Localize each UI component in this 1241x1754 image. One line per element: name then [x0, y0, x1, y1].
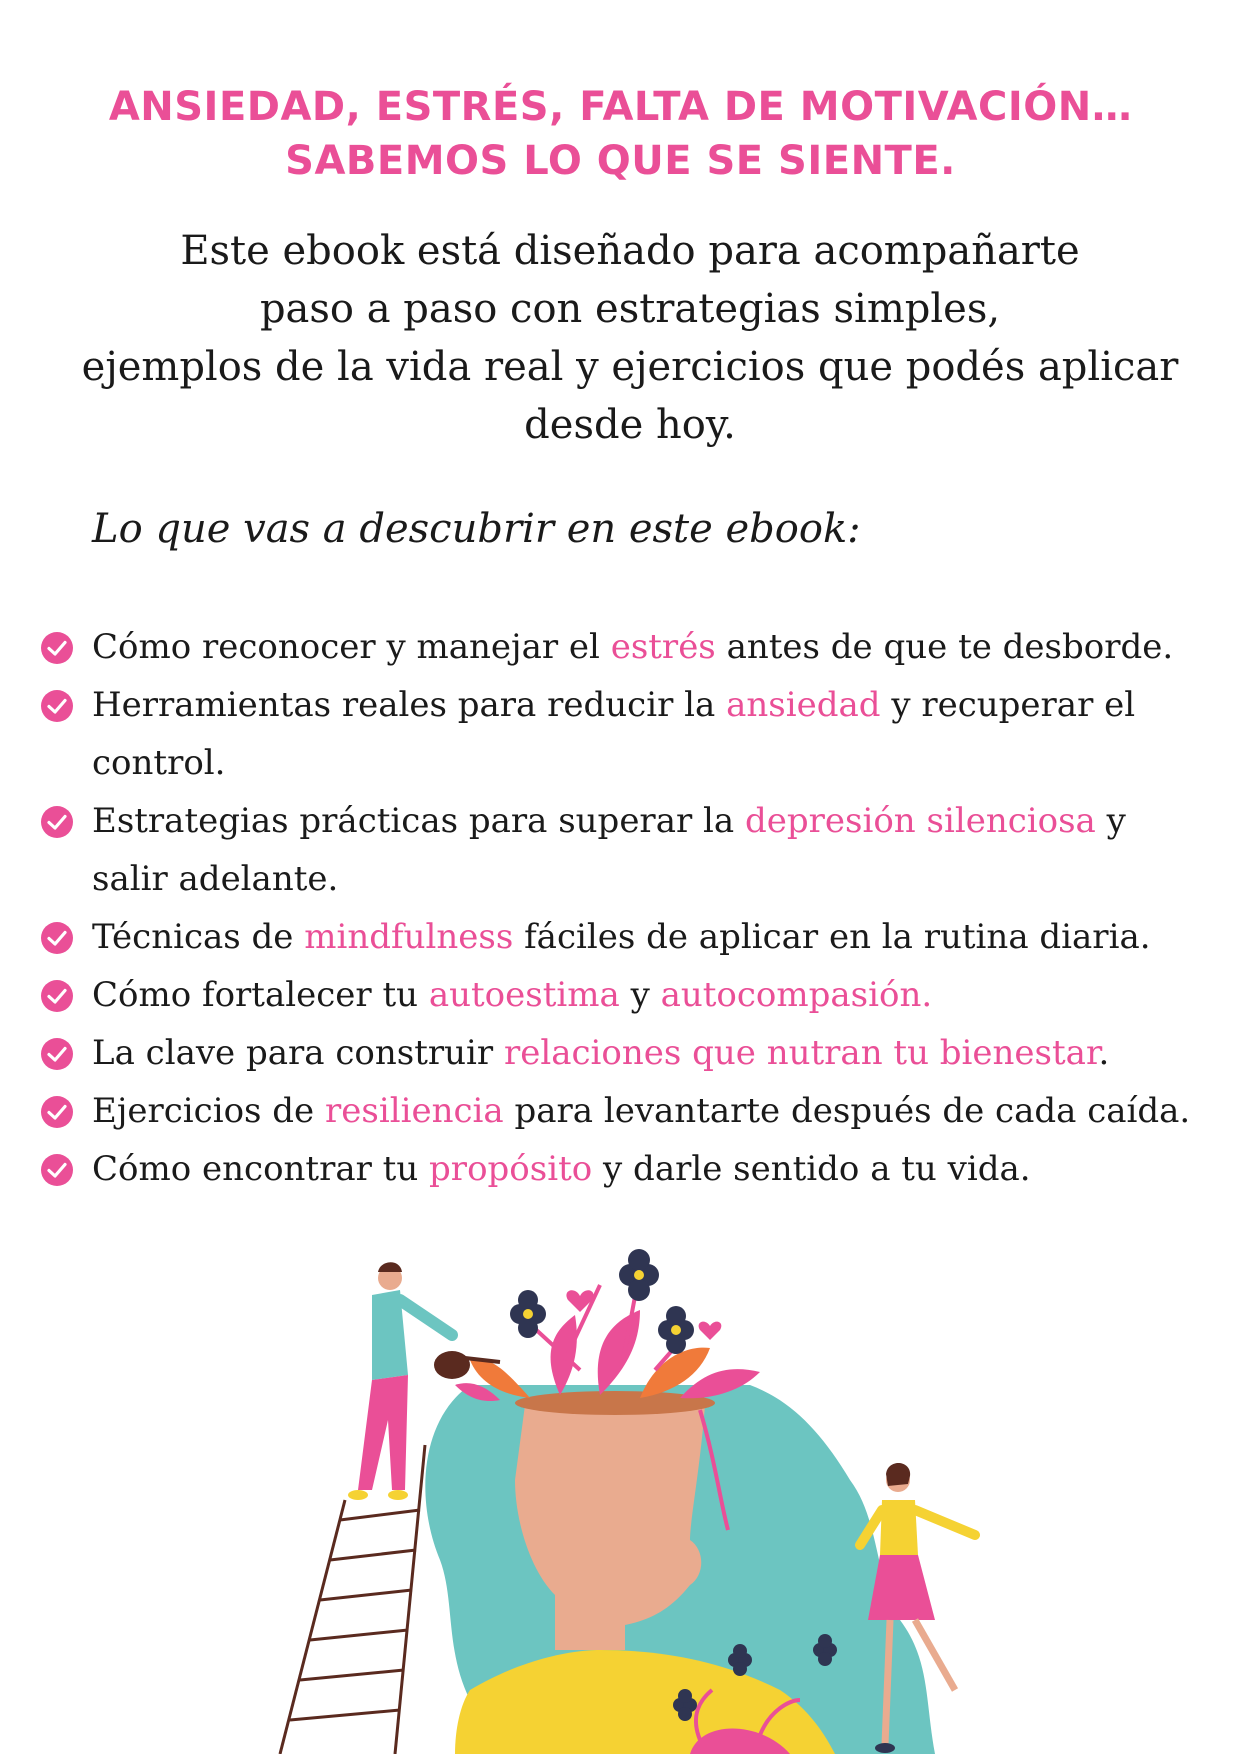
check-circle-icon — [40, 1095, 74, 1129]
intro-paragraph — [60, 222, 1200, 454]
check-circle-icon — [40, 631, 74, 665]
list-item — [40, 908, 1210, 966]
check-circle-icon — [40, 1037, 74, 1071]
headline-line-2: SABEMOS LO QUE SE SIENTE. — [285, 138, 956, 184]
list-item-text: Técnicas de mindfulness fáciles de aplicar en la rutina diaria. — [92, 917, 1151, 957]
check-circle-icon — [40, 1153, 74, 1187]
list-item — [40, 1024, 1210, 1082]
list-item-text: Cómo reconocer y manejar el estrés antes de que te desborde. — [92, 627, 1174, 667]
flower-icon — [619, 1249, 659, 1301]
highlight-term: autocompasión. — [660, 975, 933, 1015]
intro-line-2: paso a paso con estrategias simples, — [259, 286, 1001, 332]
list-item — [40, 1082, 1210, 1140]
highlight-term: estrés — [610, 627, 716, 667]
list-item — [40, 618, 1210, 676]
list-item-text: Estrategias prácticas para superar la depresión silenciosa y salir adelante. — [92, 801, 1126, 899]
check-circle-icon — [40, 921, 74, 955]
flower-icon — [510, 1290, 546, 1338]
highlight-term: mindfulness — [304, 917, 514, 957]
watering-can-icon — [434, 1351, 470, 1379]
list-item-text: Herramientas reales para reducir la ansiedad y recuperar el control. — [92, 685, 1136, 783]
list-item — [40, 966, 1210, 1024]
headline-line-1: ANSIEDAD, ESTRÉS, FALTA DE MOTIVACIÓN… — [108, 84, 1133, 130]
highlight-term: resiliencia — [325, 1091, 504, 1131]
benefits-list — [40, 618, 1210, 1198]
list-item — [40, 792, 1210, 908]
highlight-term: ansiedad — [726, 685, 881, 725]
highlight-term: propósito — [429, 1149, 593, 1189]
check-circle-icon — [40, 689, 74, 723]
check-circle-icon — [40, 805, 74, 839]
headline — [0, 80, 1241, 188]
check-circle-icon — [40, 979, 74, 1013]
highlight-term: relaciones que nutran tu bienestar — [503, 1033, 1099, 1073]
heart-icon — [699, 1322, 722, 1340]
mental-wellness-illustration — [260, 1248, 1020, 1754]
list-item — [40, 676, 1210, 792]
flower-icon — [658, 1306, 694, 1354]
highlight-term: autoestima — [428, 975, 620, 1015]
list-item-text: Cómo fortalecer tu autoestima y autocompasión. — [92, 975, 933, 1015]
list-item-text: La clave para construir relaciones que nutran tu bienestar. — [92, 1033, 1110, 1073]
highlight-term: depresión silenciosa — [744, 801, 1096, 841]
list-item-text: Cómo encontrar tu propósito y darle sentido a tu vida. — [92, 1149, 1031, 1189]
intro-line-1: Este ebook está diseñado para acompañarte — [180, 228, 1080, 274]
intro-line-3: ejemplos de la vida real y ejercicios que podés aplicar — [81, 344, 1179, 390]
list-item-text: Ejercicios de resiliencia para levantarte después de cada caída. — [92, 1091, 1191, 1131]
list-item — [40, 1140, 1210, 1198]
intro-line-4: desde hoy. — [524, 402, 736, 448]
benefits-subheading: Lo que vas a descubrir en este ebook: — [92, 506, 861, 552]
